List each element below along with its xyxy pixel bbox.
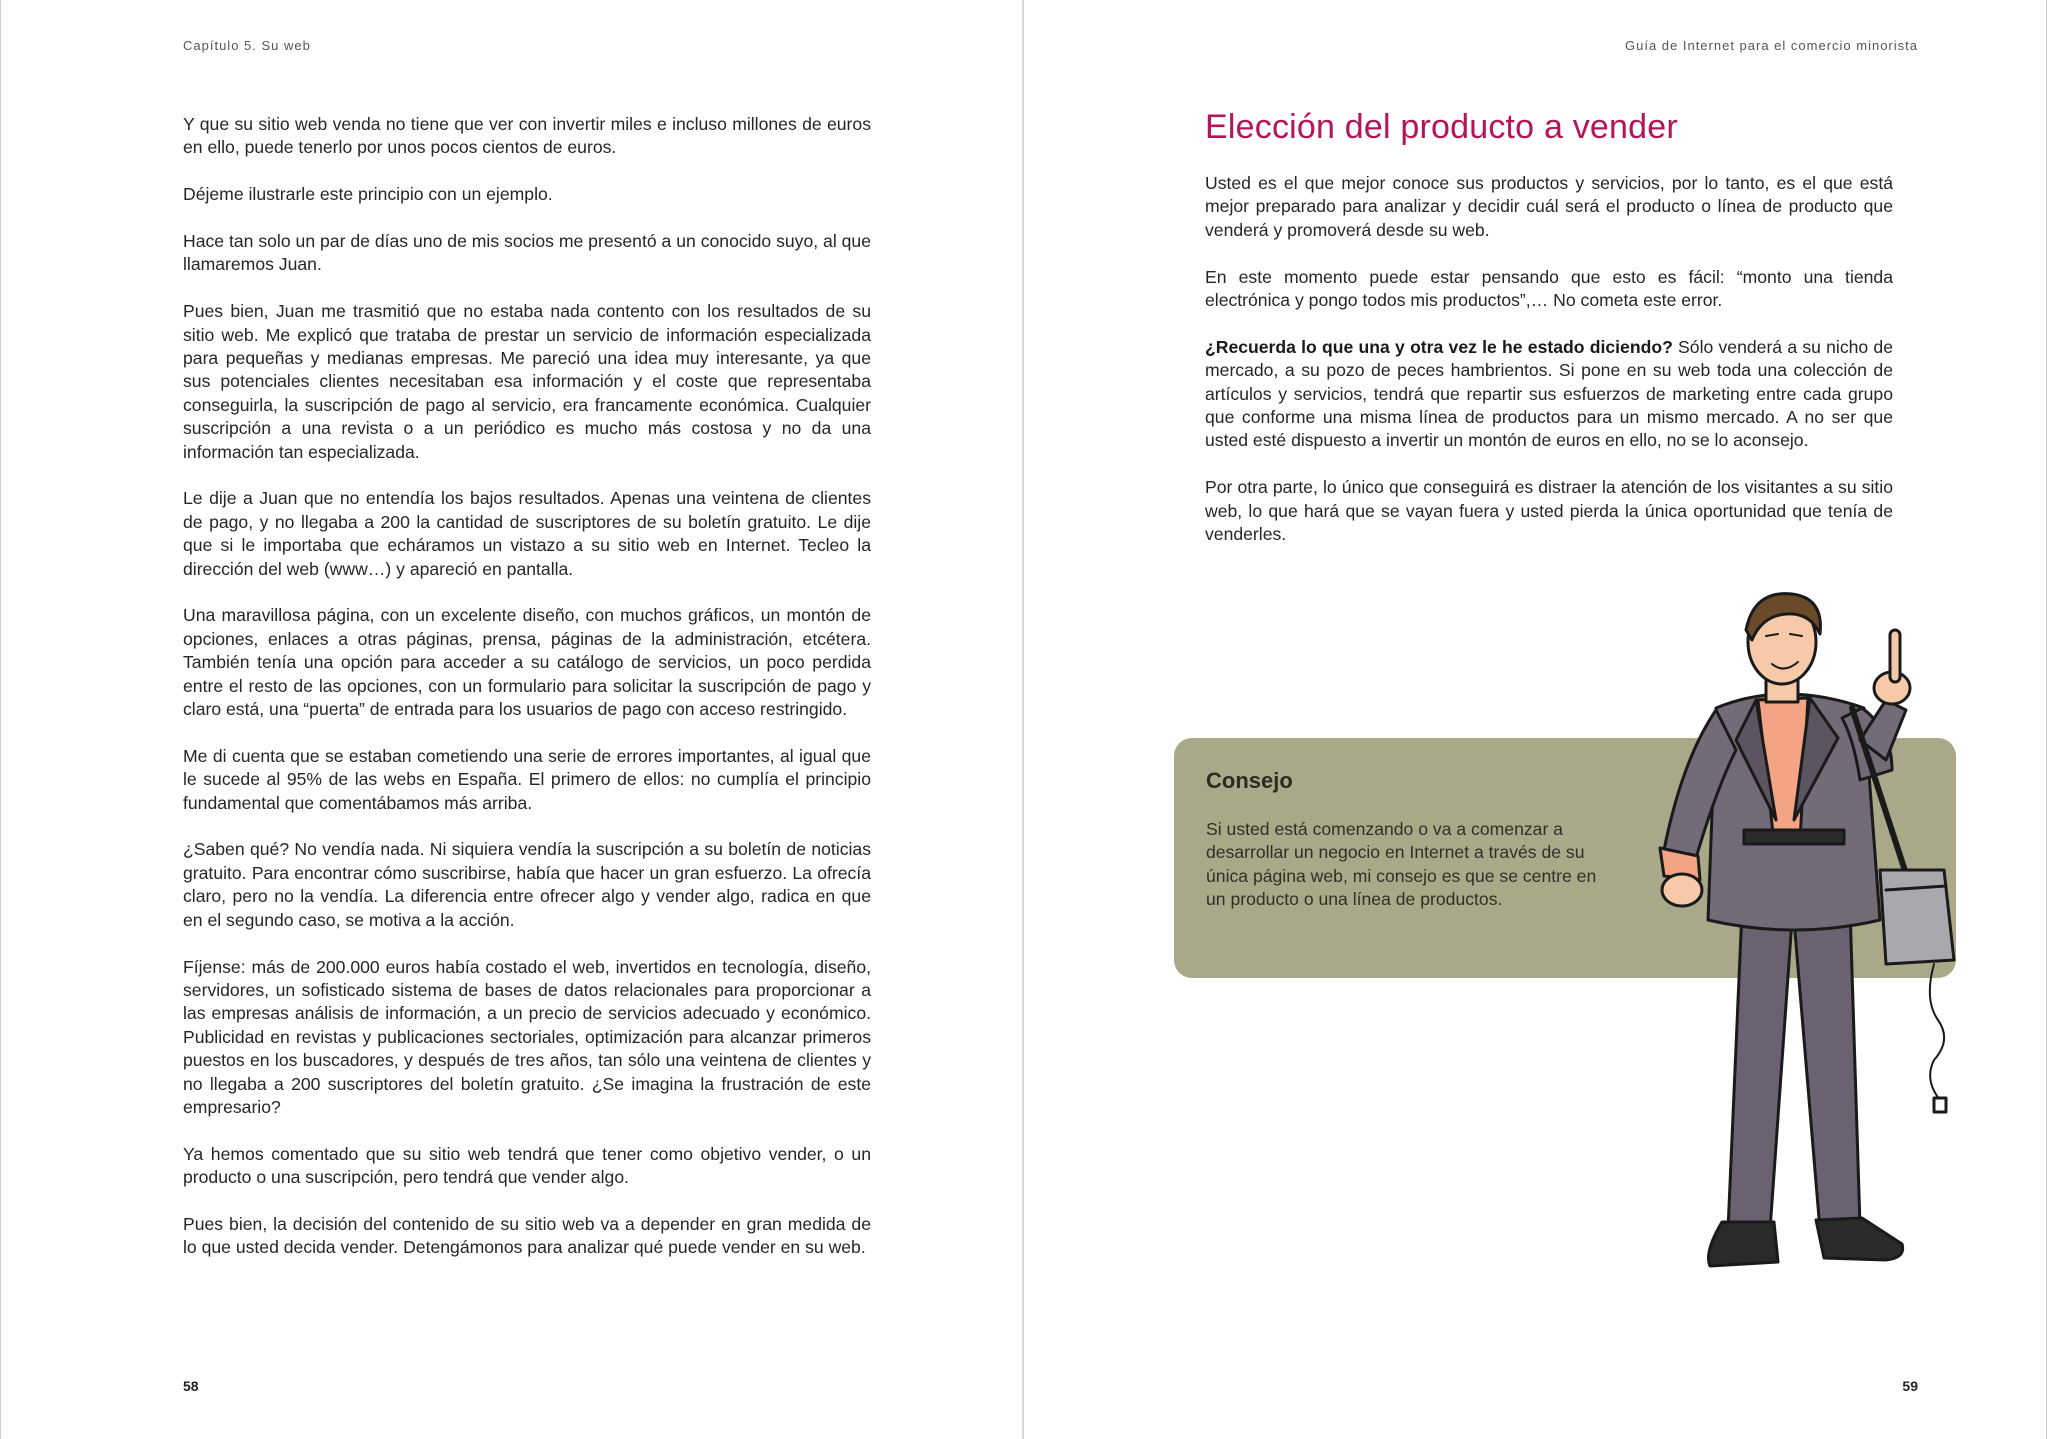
running-head-right: Guía de Internet para el comercio minorista (1624, 38, 1918, 53)
paragraph: Usted es el que mejor conoce sus productos y servicios, por lo tanto, es el que está mejor preparado para analizar y decidir cuál será el producto o línea de producto que venderá y promoverá desde su web. (1205, 173, 1893, 240)
businessman-illustration (1624, 590, 1984, 1290)
bold-lead: ¿Recuerda lo que una y otra vez le he estado diciendo? (1205, 336, 1673, 357)
paragraph: Pues bien, Juan me trasmitió que no estaba nada contento con los resultados de su sitio web. Me explicó que trataba de prestar un servicio de información especializada para pequeñas y medianas empresas. Me pareció una idea muy interesante, ya que sus potenciales clientes necesitaban esa información y el coste que representaba conseguirla, la suscripción de pago al servicio, era francamente económica. Cualquier suscripción a una revista o a un periódico es mucho más costosa y no da una información tan especializada. (183, 301, 871, 462)
paragraph: En este momento puede estar pensando que esto es fácil: “monto una tienda electrónica y pongo todos mis productos”,… No cometa este error. (1205, 266, 1893, 311)
section-title: Elección del producto a vender (1205, 108, 1678, 146)
right-page (1024, 0, 2047, 1439)
paragraph: Y que su sitio web venda no tiene que ver con invertir miles e incluso millones de euros en ello, puede tenerlo por unos pocos cientos de euros. (183, 114, 871, 158)
paragraph: Fíjense: más de 200.000 euros había costado el web, invertidos en tecnología, diseño, servidores, un sofisticado sistema de bases de datos relacionales para proporcionar a las empresas análisis de información, a un precio de servicios adecuado y económico. Publicidad en revistas y publicaciones sectoriales, optimización para alcanzar primeros puestos en los buscadores, y después de tres años, tan sólo una veintena de clientes y no llegaba a 200 suscriptores del boletín gratuito. ¿Se imagina la frustración de este empresario? (183, 956, 871, 1117)
paragraph: Hace tan solo un par de días uno de mis socios me presentó a un conocido suyo, al que llamaremos Juan. (183, 231, 871, 275)
paragraph-rest: Sólo venderá a su nicho de mercado, a su pozo de peces hambrientos. Si pone en su web toda una colección de artículos y servicios, tendrá que repartir sus esfuerzos de marketing entre cada grupo que conforme una misma línea de productos para un mismo mercado. A no ser que usted esté dispuesto a invertir un montón de euros en ello, no se lo aconsejo. (1205, 336, 1894, 451)
tip-title: Consejo (1206, 768, 1293, 793)
paragraph: ¿Saben qué? No vendía nada. Ni siquiera vendía la suscripción a su boletín de noticias gratuito. Para encontrar cómo suscribirse, había que hacer un gran esfuerzo. La ofrecía claro, pero no la vendía. La diferencia entre ofrecer algo y vender algo, radica en que en el segundo caso, se motiva a la acción. (183, 839, 871, 930)
paragraph: Déjeme ilustrarle este principio con un ejemplo. (183, 184, 553, 205)
paragraph: Una maravillosa página, con un excelente diseño, con muchos gráficos, un montón de opciones, enlaces a otras páginas, prensa, páginas de la administración, etcétera. También tenía una opción para acceder a su catálogo de servicios, un poco perdida entre el resto de las opciones, con un formulario para solicitar la suscripción de pago y claro está, una “puerta” de entrada para los usuarios de pago con acceso restringido. (183, 605, 871, 720)
paragraph: Me di cuenta que se estaban cometiendo una serie de errores importantes, al igual que le sucede al 95% de las webs en España. El primero de ellos: no cumplía el principio fundamental que comentábamos más arriba. (183, 745, 871, 813)
left-page (0, 0, 1023, 1439)
left-body-text (183, 113, 871, 1283)
paragraph: Ya hemos comentado que su sitio web tendrá que tener como objetivo vender, o un producto o una suscripción, pero tendrá que vender algo. (183, 1143, 871, 1188)
page-number-left: 58 (183, 1378, 199, 1394)
tip-text: Si usted está comenzando o va a comenzar a desarrollar un negocio en Internet a través de su única página web, mi consejo es que se centre en un producto o una línea de productos. (1206, 819, 1597, 910)
paragraph (1205, 336, 1893, 453)
page-number-right: 59 (1902, 1378, 1918, 1394)
right-body-text (1205, 172, 1893, 570)
paragraph: Por otra parte, lo único que conseguirá es distraer la atención de los visitantes a su sitio web, lo que hará que se vayan fuera y usted pierda la única oportunidad que tenía de venderles. (1205, 477, 1893, 545)
running-head-left: Capítulo 5. Su web (183, 38, 311, 53)
paragraph: Pues bien, la decisión del contenido de su sitio web va a depender en gran medida de lo que usted decida vender. Detengámonos para analizar qué puede vender en su web. (183, 1213, 871, 1258)
paragraph: Le dije a Juan que no entendía los bajos resultados. Apenas una veintena de clientes de pago, y no llegaba a 200 la cantidad de suscriptores de su boletín gratuito. Le dije que si le importaba que echáramos un vistazo a su sitio web en Internet. Tecleo la dirección del web (www…) y apareció en pantalla. (183, 488, 871, 579)
